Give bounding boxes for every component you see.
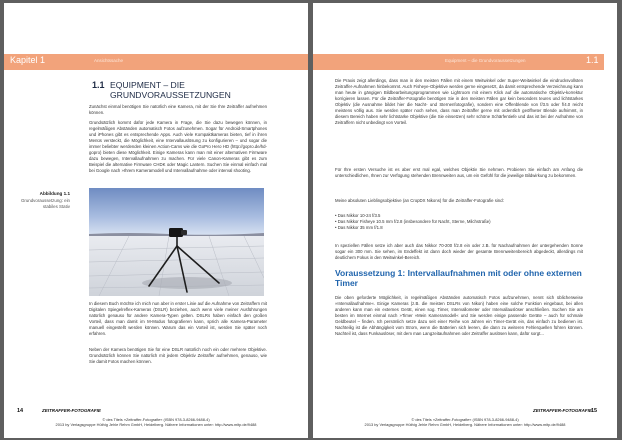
figure-caption-text: Grundvoraussetzung: ein stabiles Stativ [20,198,70,209]
figure-caption-title: Abbildung 1.1 [39,191,70,196]
chapter-label: Kapitel 1 [10,55,46,65]
body-paragraph: Grundsätzlich kommt dafür jede Kamera in Frage, die Sie dazu bewegen können, in regelmäßigen Abständen automatisch Fotos aufzunehmen. Sogar für Android-Smartphones und iPhones gibt es entsprechende Apps. Auch viele Kompaktkameras bieten, tief in ihren Menüs versteckt, die Möglichkeit, eine Intervallauslösung zu konfigurieren – und sogar die immer beliebter werdenden kleinen Action-Cams wie die GoPro Hero HD (http://gopro.de/hd-gopro) bieten diese Möglichkeit. Einige Kameras kann man mit einer alternativen Firmware dazu bewegen, Intervallaufnahmen zu machen. Für viele Canon-Kameras gibt es zum Beispiel die alternative Firmware CHDK oder Magic Lantern. Suchen Sie einmal einfach mal bei Google nach »Ihrem Kameramodell und Intervallaufnahme oder interval shooting. [89,120,267,173]
body-paragraph-3: Neben der Kamera benötigen Sie für eine DSLR natürlich noch ein oder mehrere Objektive. Grundsätzlich können Sie natürlich mit jedem Objektiv Zeitraffer aufnehmen, genauso, wie Sie damit Fotos machen können. [89,347,267,364]
body-paragraph-4: In speziellen Fällen setze ich aber auch das Nikkor 70-200 f/2.8 ein oder z.B. für Nachaufnahmen der untergehenden Sonne sogar ein 300 mm. Sie sehen, im Endeffekt ist dann doch wieder der gesamte Brennweitenbereich abgedeckt, allerdings mit deutlichem Fokus in den Weitwinkel-Bereich. [335,243,583,260]
copyright-notice: © des Titels »Zeitraffer-Fotografie« (ISBN 978-3-8266-9488-4) 2013 by Verlagsgruppe Hüthig Jehle Rehm GmbH, Heidelberg. Nähere Informationen unter: http://www.mitp.de/9488 [55,417,257,427]
left-page [4,3,308,438]
page-number: 15 [591,408,598,414]
right-page [313,3,617,438]
book-title-footer: ZEITRAFFER-FOTOGRAFIE [42,408,101,413]
intro-paragraph: Zunächst einmal benötigen Sie natürlich eine Kamera, mit der Sie Ihre Zeitraffer aufnehmen können. [89,104,267,115]
chapter-band [4,54,308,70]
subsection-heading: Voraussetzung 1: Intervallaufnahmen mit oder ohne externen Timer [335,268,582,288]
section-band-number: 1.1 [586,55,599,65]
body-paragraph-2: In diesem Buch möchte ich mich nun aber in erster Linie auf die Aufnahme von Zeitraffern mit Digitalen Spiegelreflex-Kameras (DSLR) beziehen, auch wenn viele meiner Ausführungen natürlich genauso für andere Kamera-Typen gelten. DSLRs haben einfach den großen Vorteil, dass man damit im M-Modus fotografieren kann, sprich alle Kamera-Parameter manuell eingestellt werden können. Warum das ein Vorteil ist, werden Sie später noch erfahren. [89,301,267,336]
list-item: • Das Nikkor 10-24 f/3.5 [335,213,575,219]
lens-list [335,213,575,231]
body-paragraph-2: Für Ihre ersten Versuche ist es aber erst mal egal, welches Objektiv Sie nehmen. Probieren Sie einfach am Anfang die unterschiedlichen, Ihnen zur Verfügung stehenden Brennweiten aus, um ein Gefühl für die jeweilige Bildwirkung zu bekommen. [335,167,583,178]
copyright-notice: © des Titels »Zeitraffer-Fotografie« (ISBN 978-3-8266-9488-4) 2013 by Verlagsgruppe Hüthig Jehle Rehm GmbH, Heidelberg. Nähere Informationen unter: http://www.mitp.de/9488 [364,417,566,427]
section-number: 1.1 [92,80,105,90]
section-band-subtitle: Equipment – die Grundvoraussetzungen [445,58,526,63]
book-title-footer: ZEITRAFFER-FOTOGRAFIE [533,408,592,413]
section-band [313,54,604,70]
body-paragraph-5: Die oben geforderte Möglichkeit, in regelmäßigen Abständen automatisch Fotos aufzunehmen, nennt sich üblicherweise »Intervallaufnahme«. Einige Kameras (z.B. die meisten DSLRs von Nikon) haben eine solche Funktion eingebaut, bei allen anderen kann man ein externes Gerät, einen sog. Timer, Intervallometer oder Intervallauslöser anschließen. Suchen Sie am besten im Internet einmal nach »Timer »Mein Kameramodell« und Sie werden einige passende Geräte – auch für schmale Geldbeutel – finden. Ich persönlich setze dazu seit einer Reihe von Jahren ein Timer-Gerät ein, das einfach zu bedienen ist. Nachteilig ist die Abhängigkeit vom Strom, wenn die Batterien sich leeren, die dann zu weiteren Fehlerquellen führen können. Nachteil ist, dass Funkauslöser, mit dem man Langzeitaufnahmen oder Zeitraffer auslösen kann, dafür sorgt... [335,295,583,336]
section-title: EQUIPMENT – DIE GRUNDVORAUSSETZUNGEN [110,80,231,100]
page-number: 14 [17,408,24,414]
body-paragraph-3: Meine absoluten Lieblingsobjektive (an CropDX Nikons) für die Zeitraffer-Fotografie sind: [335,198,504,203]
list-item: • Das Nikkor Fisheye 10.5 mm f/2.8 (insbesondere für Nacht, Sterne, Milchstraße) [335,219,575,225]
list-item: • Das Nikkor 35 mm f/1.8 [335,225,575,231]
chapter-subtitle: Ansichtssache [94,58,124,63]
body-paragraph: Die Praxis zeigt allerdings, dass man in den meisten Fällen mit einem Weitwinkel oder Super-Weitwinkel die eindrucksvollsten Zeitraffer-Aufnahmen hinbekommt. Auch Fisheye-Objektive werden gerne eingesetzt, da damit entsprechende Verzeichnung kann man heute in gängigen Bildbearbeitungsprogrammen wie Lightroom mit einem Klick auf die automatische Objektiv-korrektur korrigieren lassen. Für die Zeitraffer-Fotografie benötigen Sie in den meisten Fällen gar kein besonders teures und lichtstarkes Objektiv (die Ausnahme bildet hier die Nacht- und Sternenfotografie), sondern eine Offenblende von f/3.5 oder f/4.0 reicht meistens völlig aus. Sie werden später noch sehen, dass man Zeitraffer gerne mit ordentlich geöffneter Blende aufnimmt, in diesem Bereich haben sehr lichtstarke Objektive (die Sie einsetzen) sehr schöne Schärfentiefe und das ist bei der Aufnahme von Zeitraffern nicht unbedingt von Vorteil. [335,78,583,125]
tripod-photo [89,188,264,296]
